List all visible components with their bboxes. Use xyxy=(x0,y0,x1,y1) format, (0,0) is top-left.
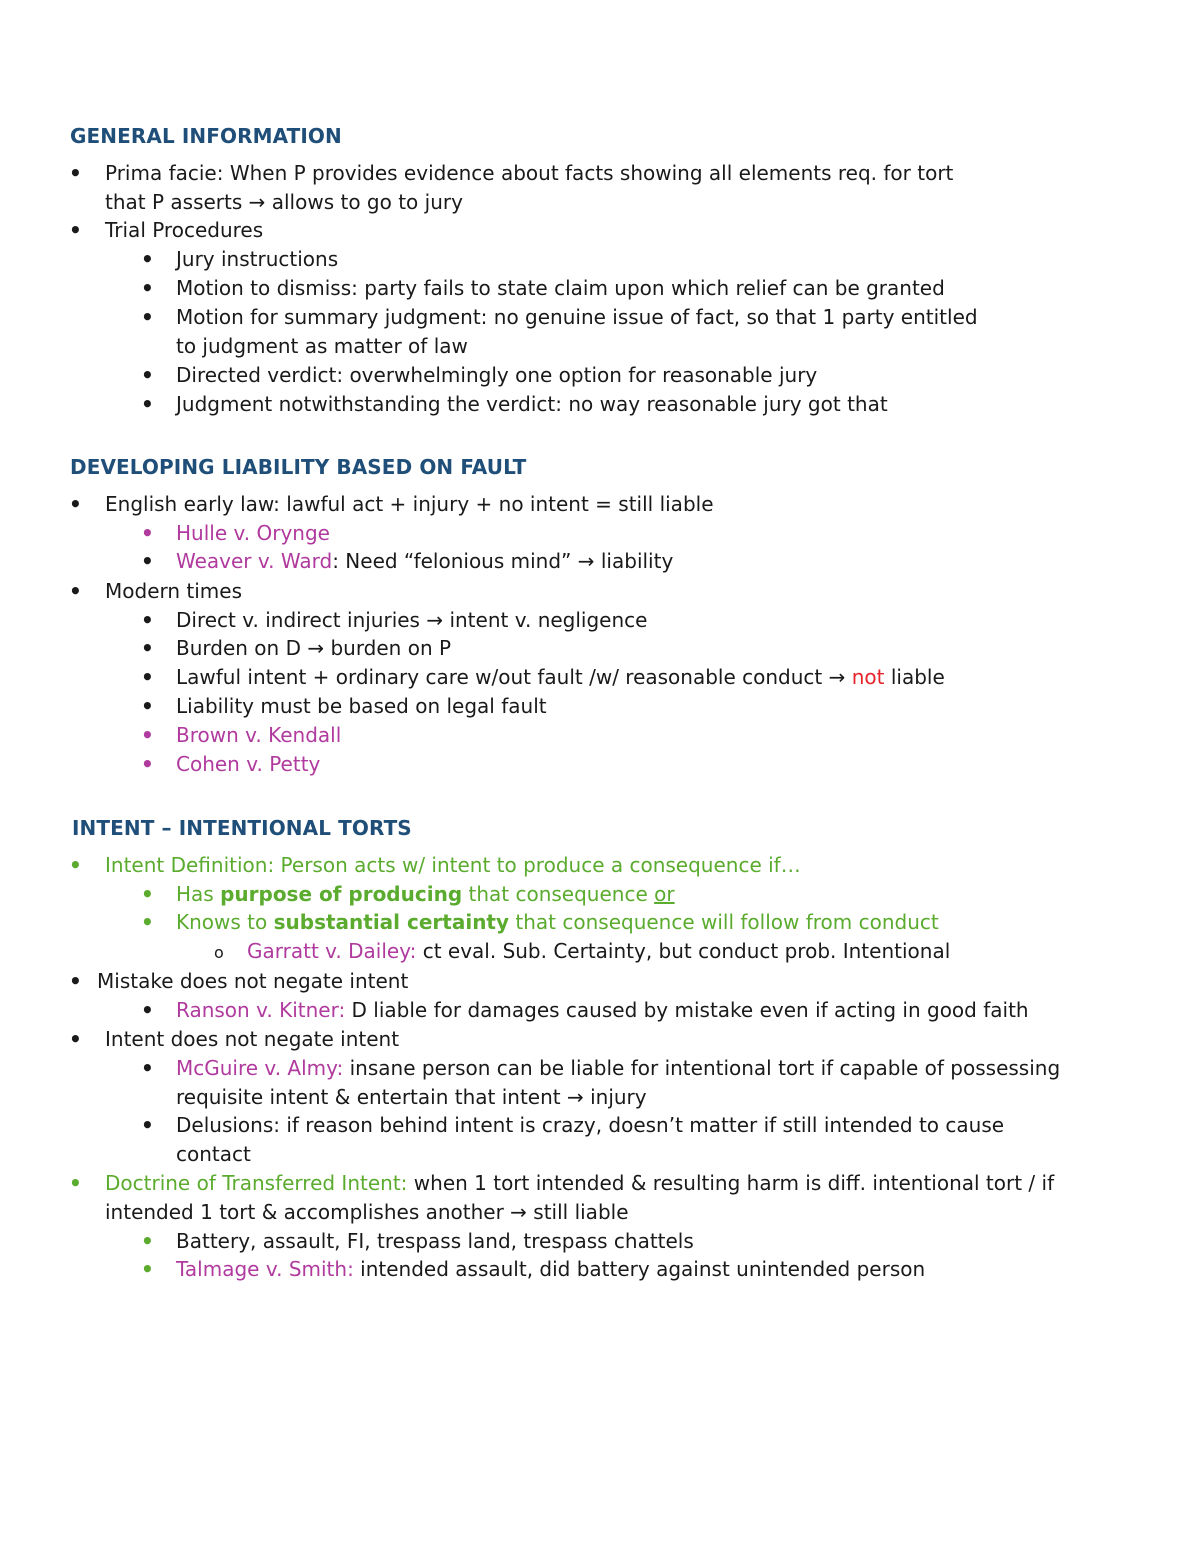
bullet-icon: • xyxy=(69,853,82,877)
bullet-icon: • xyxy=(141,363,154,387)
case-name: Brown v. Kendall xyxy=(176,723,342,747)
sub-list-item xyxy=(176,663,945,692)
case-note: intended assault, did battery against unintended person xyxy=(353,1257,926,1281)
list-item: Prima facie: When P provides evidence about facts showing all elements req. for tort xyxy=(105,161,954,185)
doctrine-note: when 1 tort intended & resulting harm is diff. intentional tort / if xyxy=(407,1171,1055,1195)
bold-term: substantial certainty xyxy=(273,910,510,934)
case-name: Garratt v. Dailey: xyxy=(247,939,417,963)
list-item: Trial Procedures xyxy=(105,218,264,242)
sub-list-item: Motion for summary judgment: no genuine issue of fact, so that 1 party entitled xyxy=(176,305,978,329)
sub-list-item: Judgment notwithstanding the verdict: no way reasonable jury got that xyxy=(176,392,888,416)
list-item-continuation: that P asserts → allows to go to jury xyxy=(105,190,463,214)
case-note: ct eval. Sub. Certainty, but conduct prob. Intentional xyxy=(416,939,951,963)
bullet-icon: • xyxy=(141,998,154,1022)
bullet-icon: • xyxy=(141,882,154,906)
list-item xyxy=(105,1169,1054,1198)
sub-list-item: Liability must be based on legal fault xyxy=(176,694,547,718)
case-name: McGuire v. Almy: xyxy=(176,1056,344,1080)
sub-sub-list-item xyxy=(247,937,950,966)
sub-list-item xyxy=(176,996,1029,1025)
section-heading-general-information: GENERAL INFORMATION xyxy=(70,124,342,148)
definition-item: Intent Definition: Person acts w/ intent to produce a consequence if… xyxy=(105,853,801,877)
sub-list-item-continuation: contact xyxy=(176,1142,251,1166)
bullet-icon: • xyxy=(69,579,82,603)
definition-item xyxy=(176,880,675,909)
case-name: Weaver v. Ward xyxy=(176,549,333,573)
bullet-icon: • xyxy=(69,1027,82,1051)
list-item: English early law: lawful act + injury + no intent = still liable xyxy=(105,492,714,516)
list-item: Intent does not negate intent xyxy=(105,1027,400,1051)
case-note: : Need “felonious mind” → liability xyxy=(332,549,674,573)
sub-list-item: Directed verdict: overwhelmingly one option for reasonable jury xyxy=(176,363,818,387)
bullet-icon: • xyxy=(141,1257,154,1281)
case-name: Ranson v. Kitner: xyxy=(176,998,346,1022)
bullet-icon: • xyxy=(141,665,154,689)
bullet-icon: • xyxy=(141,1229,154,1253)
sub-list-item xyxy=(176,547,673,576)
case-name: Talmage v. Smith: xyxy=(176,1257,354,1281)
sub-list-item: Direct v. indirect injuries → intent v. negligence xyxy=(176,608,648,632)
bullet-icon: • xyxy=(69,969,82,993)
bullet-icon: • xyxy=(141,910,154,934)
sub-list-item-continuation: to judgment as matter of law xyxy=(176,334,468,358)
sub-list-item: Motion to dismiss: party fails to state claim upon which relief can be granted xyxy=(176,276,945,300)
text-segment: Lawful intent + ordinary care w/out fault /w/ reasonable conduct → xyxy=(176,665,852,689)
bullet-icon: • xyxy=(69,1171,82,1195)
sub-list-item: Jury instructions xyxy=(176,247,339,271)
bullet-icon: • xyxy=(141,694,154,718)
sub-list-item: Burden on D → burden on P xyxy=(176,636,452,660)
bullet-icon: • xyxy=(141,608,154,632)
bullet-icon: • xyxy=(141,636,154,660)
bullet-icon: • xyxy=(141,1113,154,1137)
section-heading-intentional-torts: INTENT – INTENTIONAL TORTS xyxy=(72,816,412,840)
doctrine-name: Doctrine of Transferred Intent: xyxy=(105,1171,408,1195)
case-name: Cohen v. Petty xyxy=(176,752,321,776)
bullet-icon: • xyxy=(141,305,154,329)
case-name: Hulle v. Orynge xyxy=(176,521,330,545)
text-segment: liable xyxy=(884,665,945,689)
bullet-icon: • xyxy=(141,549,154,573)
text-segment: that consequence xyxy=(462,882,655,906)
list-item: Modern times xyxy=(105,579,243,603)
bullet-icon: • xyxy=(141,247,154,271)
case-note: D liable for damages caused by mistake even if acting in good faith xyxy=(345,998,1029,1022)
text-segment: that consequence will follow from conduct xyxy=(509,910,939,934)
text-segment: Has xyxy=(176,882,221,906)
bold-term: purpose of producing xyxy=(220,882,463,906)
bullet-icon: • xyxy=(141,752,154,776)
list-item-continuation: intended 1 tort & accomplishes another → still liable xyxy=(105,1200,629,1224)
bullet-icon: • xyxy=(69,161,82,185)
sub-list-item: Battery, assault, FI, trespass land, trespass chattels xyxy=(176,1229,694,1253)
bullet-icon: • xyxy=(141,521,154,545)
sub-list-item-continuation: requisite intent & entertain that intent → injury xyxy=(176,1085,647,1109)
list-item: Mistake does not negate intent xyxy=(97,969,409,993)
bullet-icon: • xyxy=(69,492,82,516)
sub-list-item xyxy=(176,1255,925,1284)
bullet-icon: • xyxy=(141,392,154,416)
underlined-term: or xyxy=(654,882,675,906)
bullet-icon: • xyxy=(141,1056,154,1080)
sub-list-item: Delusions: if reason behind intent is crazy, doesn’t matter if still intended to cause xyxy=(176,1113,1005,1137)
emphasis-red: not xyxy=(851,665,885,689)
section-heading-developing-liability: DEVELOPING LIABILITY BASED ON FAULT xyxy=(70,455,527,479)
sub-list-item xyxy=(176,1054,1060,1083)
bullet-icon: • xyxy=(69,218,82,242)
bullet-icon: • xyxy=(141,723,154,747)
circle-bullet-icon: o xyxy=(214,943,224,962)
definition-item xyxy=(176,908,939,937)
text-segment: Knows to xyxy=(176,910,274,934)
bullet-icon: • xyxy=(141,276,154,300)
case-note: insane person can be liable for intentional tort if capable of possessing xyxy=(343,1056,1061,1080)
